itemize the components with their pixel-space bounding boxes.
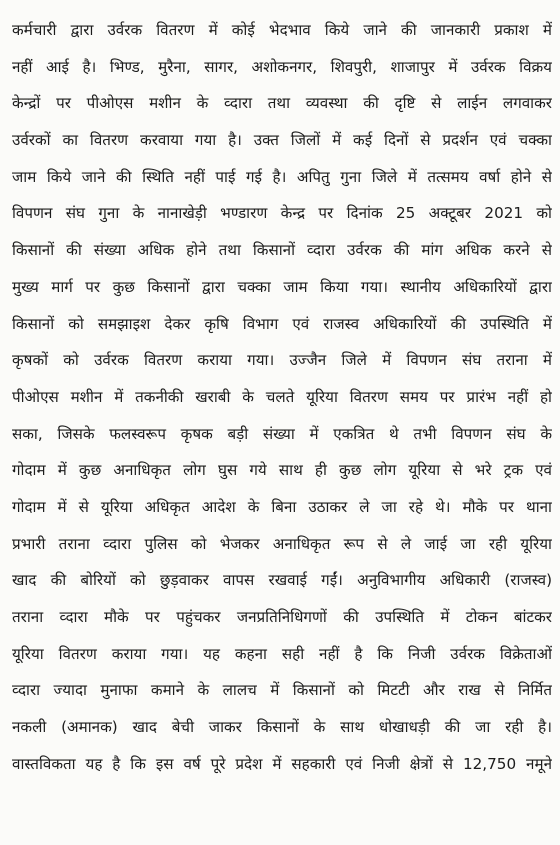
- text-line: प्रभारी तराना व्दारा पुलिस को भेजकर अनाधिकृत रूप से ले जाई जा रही यूरिया: [12, 534, 552, 553]
- text-line: यूरिया वितरण कराया गया। यह कहना सही नहीं है कि निजी उर्वरक विक्रेताओं: [12, 644, 552, 663]
- text-line: नकली (अमानक) खाद बेची जाकर किसानों के साथ धोखाधड़ी की जा रही है।: [12, 718, 552, 737]
- text-line: कृषकों को उर्वरक वितरण कराया गया। उज्जैन जिले में विपणन संघ तराना में: [12, 351, 552, 370]
- text-line: सका, जिसके फलस्वरूप कृषक बड़ी संख्या में एकत्रित थे तभी विपणन संघ के: [12, 424, 552, 443]
- text-line: कर्मचारी द्वारा उर्वरक वितरण में कोई भेदभाव किये जाने की जानकारी प्रकाश में: [12, 21, 552, 39]
- text-line: विपणन संघ गुना के नानाखेड़ी भण्डारण केन्द्र पर दिनांक 25 अक्टूबर 2021 को: [12, 204, 552, 223]
- text-line: उर्वरकों का वितरण करवाया गया है। उक्त जिलों में कई दिनों से प्रदर्शन एवं चक्का: [12, 131, 552, 150]
- text-line: नहीं आई है। भिण्ड, मुरैना, सागर, अशोकनगर, शिवपुरी, शाजापुर में उर्वरक विक्रय: [12, 57, 552, 76]
- text-line: जाम किये जाने की स्थिति नहीं पाई गई है। अपितु गुना जिले में तत्समय वर्षा होने से: [12, 167, 552, 186]
- text-line: मुख्य मार्ग पर कुछ किसानों द्वारा चक्का जाम किया गया। स्थानीय अधिकारियों द्वारा: [12, 277, 552, 296]
- text-line: किसानों की संख्या अधिक होने तथा किसानों व्दारा उर्वरक की मांग अधिक करने से: [12, 241, 552, 260]
- text-line: गोदाम में से यूरिया अधिकृत आदेश के बिना उठाकर ले जा रहे थे। मौके पर थाना: [12, 497, 552, 516]
- text-line: वास्तविकता यह है कि इस वर्ष पूरे प्रदेश में सहकारी एवं निजी क्षेत्रों से 12,750 नमूने: [12, 754, 552, 773]
- text-line: व्दारा ज्यादा मुनाफा कमाने के लालच में किसानों को मिटटी और राख से निर्मित: [12, 681, 552, 700]
- text-line: केन्द्रों पर पीओएस मशीन के व्दारा तथा व्यवस्था की दृष्टि से लाईन लगवाकर: [12, 94, 552, 113]
- text-line: किसानों को समझाइश देकर कृषि विभाग एवं राजस्व अधिकारियों की उपस्थिति में: [12, 314, 552, 333]
- text-line: तराना व्दारा मौके पर पहुंचकर जनप्रतिनिधिगणों की उपस्थिति में टोकन बांटकर: [12, 608, 552, 626]
- text-line: खाद की बोरियों को छुड़वाकर वापस रखवाई गईं। अनुविभागीय अधिकारी (राजस्व): [12, 571, 552, 590]
- text-line: गोदाम में कुछ अनाधिकृत लोग घुस गये साथ ही कुछ लोग यूरिया से भरे ट्रक एवं: [12, 461, 552, 480]
- text-line: पीओएस मशीन में तकनीकी खराबी के चलते यूरिया वितरण समय पर प्रारंभ नहीं हो: [12, 387, 552, 406]
